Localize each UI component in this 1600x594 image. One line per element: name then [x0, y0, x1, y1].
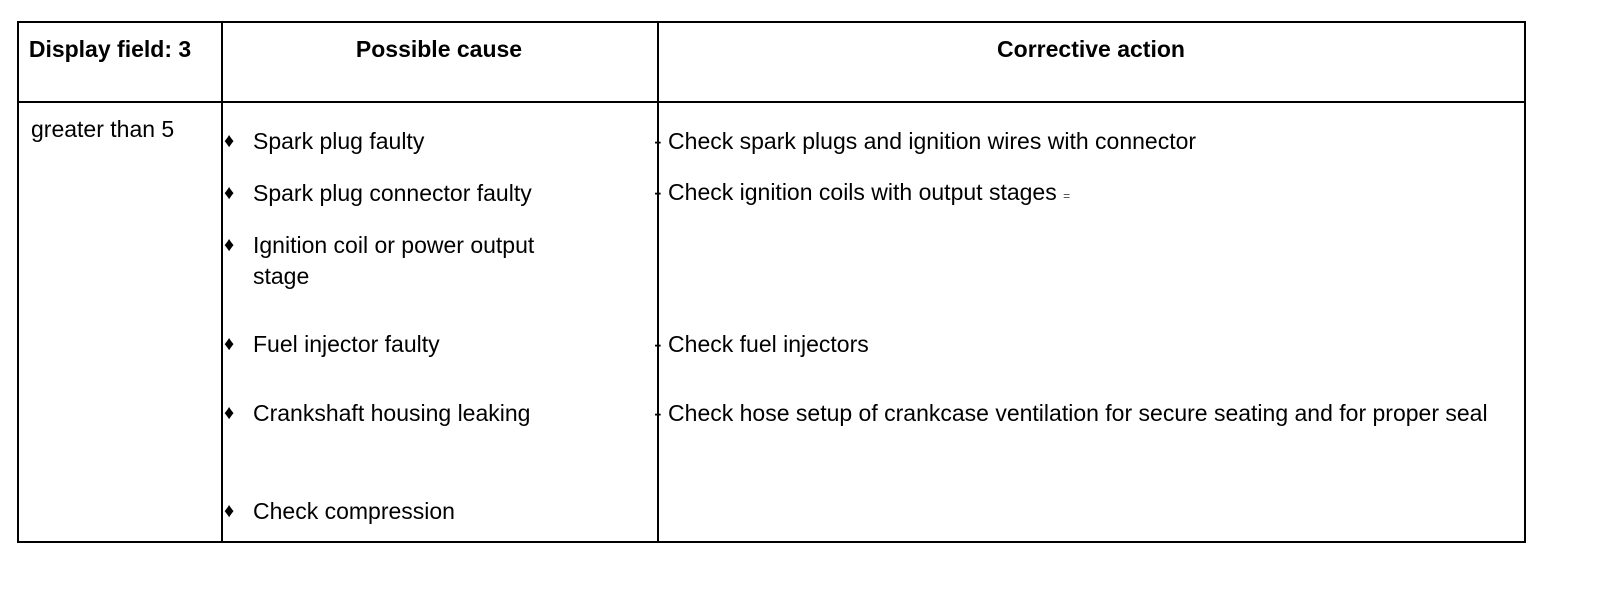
display-value: greater than 5 — [31, 116, 175, 142]
cause-item — [224, 496, 455, 527]
header-display-field: Display field: 3 — [28, 36, 192, 62]
cause-item — [224, 126, 424, 157]
diamond-bullet-icon: ♦ — [224, 402, 235, 424]
action-item — [654, 398, 1504, 429]
cause-text: Ignition coil or power output stage — [253, 232, 535, 289]
cause-text: Check compression — [253, 498, 455, 524]
diamond-bullet-icon: ♦ — [224, 182, 235, 204]
diamond-bullet-icon: ♦ — [224, 130, 235, 152]
action-text: - Check ignition coils with output stages — [654, 179, 1057, 205]
header-corrective-action: Corrective action — [997, 36, 1185, 62]
action-text: - Check hose setup of crankcase ventilation for secure seating and for proper seal — [654, 400, 1488, 426]
action-item — [654, 177, 1504, 212]
header-possible-cause: Possible cause — [355, 36, 523, 62]
diamond-bullet-icon: ♦ — [224, 333, 235, 355]
diamond-bullet-icon: ♦ — [224, 234, 235, 256]
header-divider — [19, 101, 1524, 103]
cause-text: Fuel injector faulty — [253, 331, 440, 357]
cause-text: Crankshaft housing leaking — [253, 400, 531, 426]
diamond-bullet-icon: ♦ — [224, 500, 235, 522]
cause-text: Spark plug connector faulty — [253, 180, 532, 206]
cause-text: Spark plug faulty — [253, 128, 425, 154]
stray-mark: = — [1063, 189, 1071, 203]
cause-item — [224, 230, 583, 292]
action-item — [654, 329, 1504, 360]
cause-item — [224, 178, 532, 209]
action-text: - Check fuel injectors — [654, 331, 869, 357]
action-item — [654, 126, 1504, 157]
action-text: - Check spark plugs and ignition wires with connector — [654, 128, 1197, 154]
cause-item — [224, 329, 440, 360]
cause-item — [224, 398, 530, 429]
